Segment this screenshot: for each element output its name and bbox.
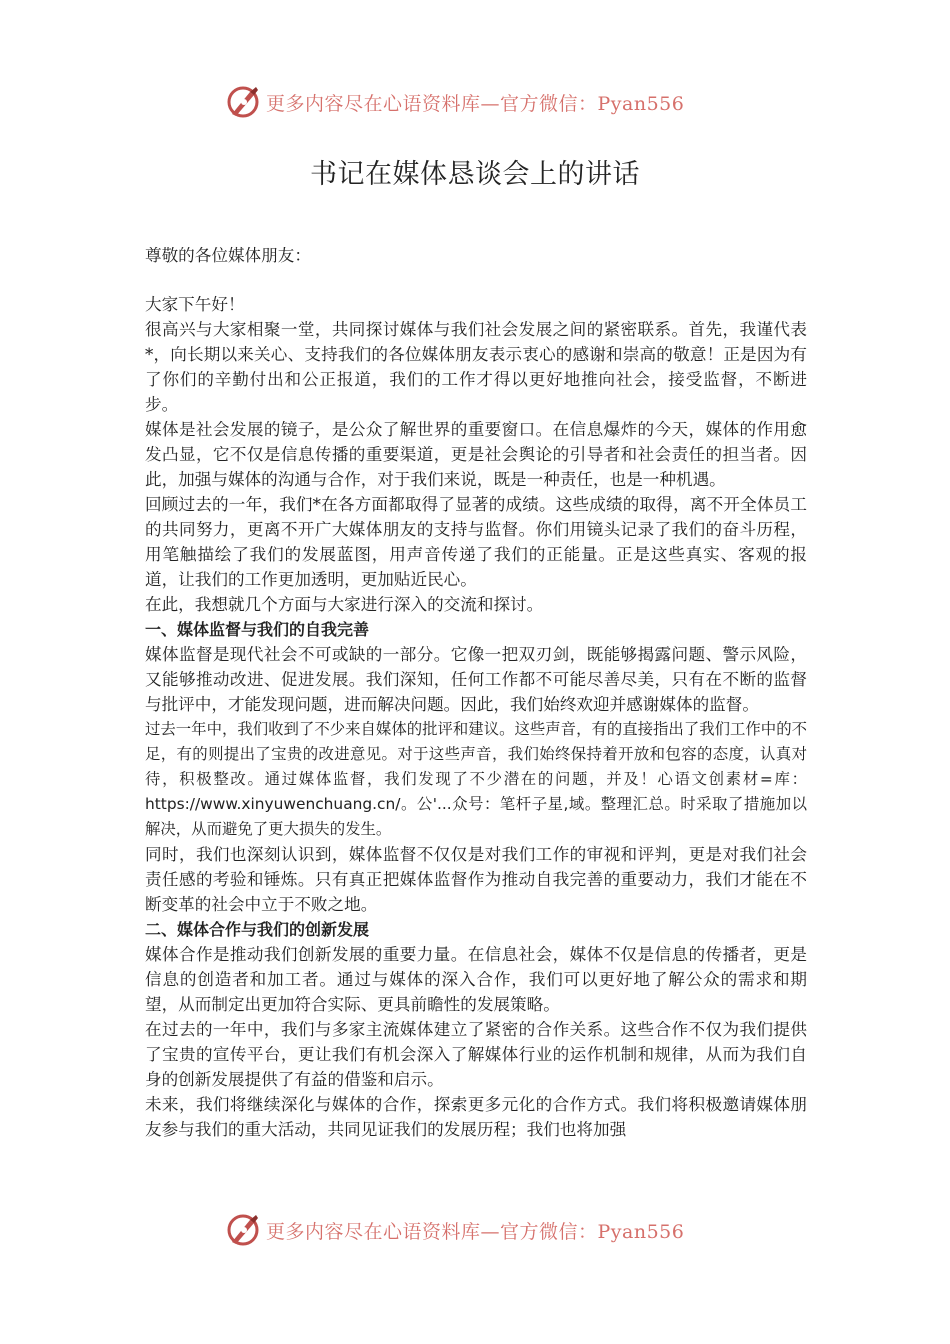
- paragraph: 媒体监督是现代社会不可或缺的一部分。它像一把双刃剑，既能够揭露问题、警示风险，又能够推动改进、促进发展。我们深知，任何工作都不可能尽善尽美，只有在不断的监督与批评中，才能发现问题，进而解决问题。因此，我们始终欢迎并感谢媒体的监督。: [145, 645, 807, 714]
- paragraph: 媒体合作是推动我们创新发展的重要力量。在信息社会，媒体不仅是信息的传播者，更是信息的创造者和加工者。通过与媒体的深入合作，我们可以更好地了解公众的需求和期望，从而制定出更加符合实际、更具前瞻性的发展策略。: [145, 945, 807, 1014]
- paragraph: 在过去的一年中，我们与多家主流媒体建立了紧密的合作关系。这些合作不仅为我们提供了宝贵的宣传平台，更让我们有机会深入了解媒体行业的运作机制和规律，从而为我们自身的创新发展提供了有益的借鉴和启示。: [145, 1020, 807, 1089]
- salutation: 尊敬的各位媒体朋友：: [145, 246, 311, 265]
- banner-text: 更多内容尽在心语资料库—官方微信：Pyan556: [266, 1220, 685, 1243]
- header-banner[interactable]: [226, 82, 726, 122]
- document-body: [145, 243, 807, 1142]
- pen-logo-icon: [226, 1212, 262, 1248]
- greeting: 大家下午好！: [145, 295, 245, 314]
- paragraph: 过去一年中，我们收到了不少来自媒体的批评和建议。这些声音，有的直接指出了我们工作中的不足，有的则提出了宝贵的改进意见。对于这些声音，我们始终保持着开放和包容的态度，认真对待，积极整改。通过媒体监督，我们发现了不少潜在的问题，并及！心语文创素材=库：https://www.xinyuwenchuang.cn/。公'...众号：笔杆子星,域。整理汇总。时采取了措施加以解决，从而避免了更大损失的发生。: [145, 720, 807, 838]
- document-title: 书记在媒体恳谈会上的讲话: [310, 159, 640, 190]
- paragraph: 回顾过去的一年，我们*在各方面都取得了显著的成绩。这些成绩的取得，离不开全体员工的共同努力，更离不开广大媒体朋友的支持与监督。你们用镜头记录了我们的奋斗历程，用笔触描绘了我们的发展蓝图，用声音传递了我们的正能量。正是这些真实、客观的报道，让我们的工作更加透明，更加贴近民心。: [145, 495, 807, 589]
- banner-text: 更多内容尽在心语资料库—官方微信：Pyan556: [266, 92, 685, 115]
- paragraph: 未来，我们将继续深化与媒体的合作，探索更多元化的合作方式。我们将积极邀请媒体朋友参与我们的重大活动，共同见证我们的发展历程；我们也将加强: [145, 1095, 807, 1139]
- paragraph: 很高兴与大家相聚一堂，共同探讨媒体与我们社会发展之间的紧密联系。首先，我谨代表*，向长期以来关心、支持我们的各位媒体朋友表示衷心的感谢和崇高的敬意！正是因为有了你们的辛勤付出和公正报道，我们的工作才得以更好地推向社会，接受监督，不断进步。: [145, 320, 807, 414]
- section-heading: 二、媒体合作与我们的创新发展: [145, 920, 370, 939]
- footer-banner[interactable]: [226, 1210, 726, 1250]
- paragraph: 同时，我们也深刻认识到，媒体监督不仅仅是对我们工作的审视和评判，更是对我们社会责任感的考验和锤炼。只有真正把媒体监督作为推动自我完善的重要动力，我们才能在不断变革的社会中立于不败之地。: [145, 845, 807, 914]
- paragraph: 在此，我想就几个方面与大家进行深入的交流和探讨。: [145, 595, 544, 614]
- paragraph: 媒体是社会发展的镜子，是公众了解世界的重要窗口。在信息爆炸的今天，媒体的作用愈发凸显，它不仅是信息传播的重要渠道，更是社会舆论的引导者和社会责任的担当者。因此，加强与媒体的沟通与合作，对于我们来说，既是一种责任，也是一种机遇。: [145, 420, 807, 489]
- pen-logo-icon: [226, 84, 262, 120]
- section-heading: 一、媒体监督与我们的自我完善: [145, 620, 370, 639]
